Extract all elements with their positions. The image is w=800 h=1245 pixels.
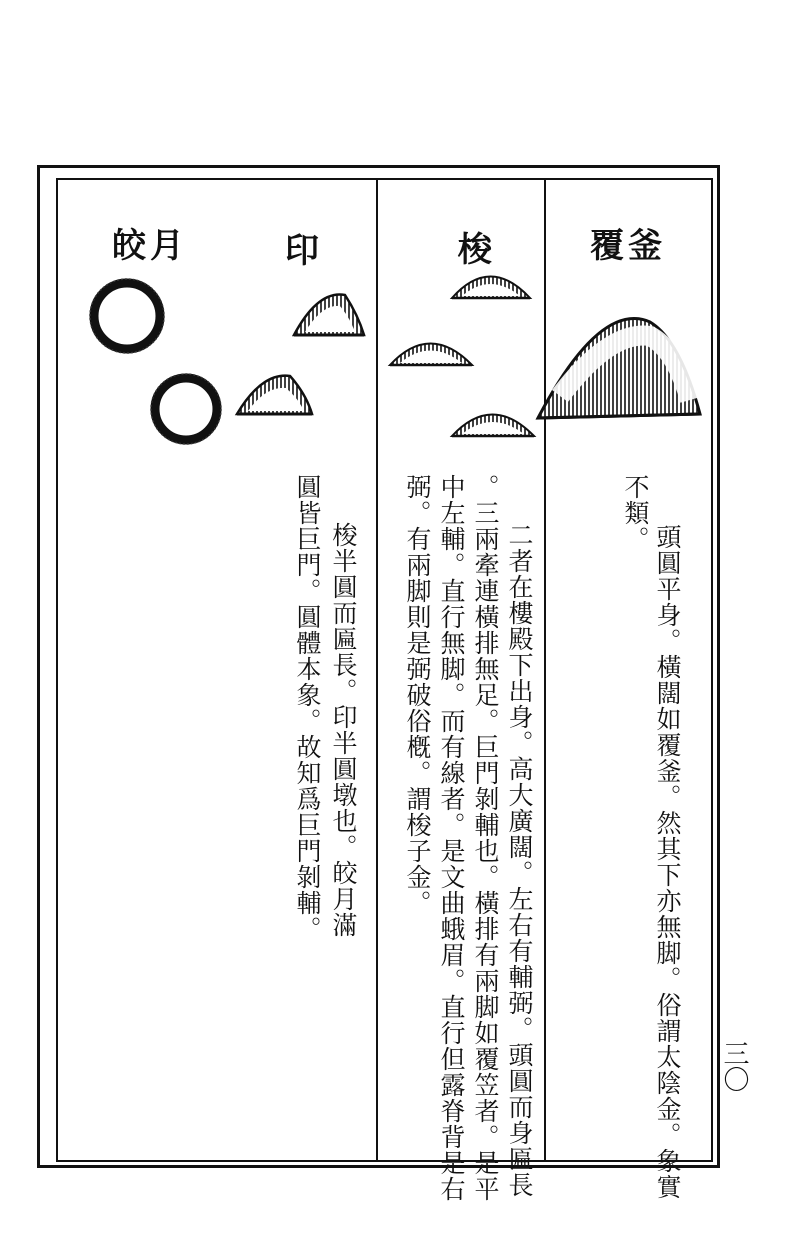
yin-text-line-2: 圓皆巨門。圓體本象。故知爲巨門剝輔。	[293, 474, 322, 942]
fufu-mountain-shape	[538, 319, 700, 418]
suo-shape-top	[452, 277, 530, 299]
yin-shape-top	[294, 295, 364, 336]
suo-shape-bottom	[452, 415, 534, 437]
suo-shape-middle	[390, 344, 472, 366]
heading-fufu: 覆釜	[590, 226, 666, 266]
fufu-text-line-1: 頭圓平身。橫闊如覆釜。然其下亦無脚。俗謂太陰金。象實	[653, 524, 682, 1200]
yin-shape-bottom	[237, 376, 312, 414]
jiaoyue-circle-bottom	[151, 374, 221, 444]
suo-text-line-4: 弼。有兩脚則是弼破俗槪。謂梭子金。	[403, 474, 432, 916]
suo-text-line-2: 。三兩牽連橫排無足。巨門剝輔也。橫排有兩脚如覆笠者。是平	[471, 474, 500, 1202]
suo-text-line-3: 中左輔。直行無脚。而有線者。是文曲蛾眉。直行但露脊背是右	[437, 474, 466, 1202]
fufu-text-line-2: 不類。	[621, 474, 650, 552]
heading-yin: 印	[285, 231, 323, 271]
yin-text-line-1: 梭半圓而匾長。印半圓墩也。皎月滿	[329, 522, 358, 938]
suo-text-line-1: 二者在樓殿下出身。高大廣闊。左右有輔弼。頭圓而身匾長	[505, 522, 534, 1198]
jiaoyue-circle-top	[90, 279, 164, 353]
heading-suo: 梭	[458, 230, 496, 270]
page-number: 三〇	[719, 1040, 749, 1092]
heading-jiaoyue: 皎月	[112, 226, 188, 266]
